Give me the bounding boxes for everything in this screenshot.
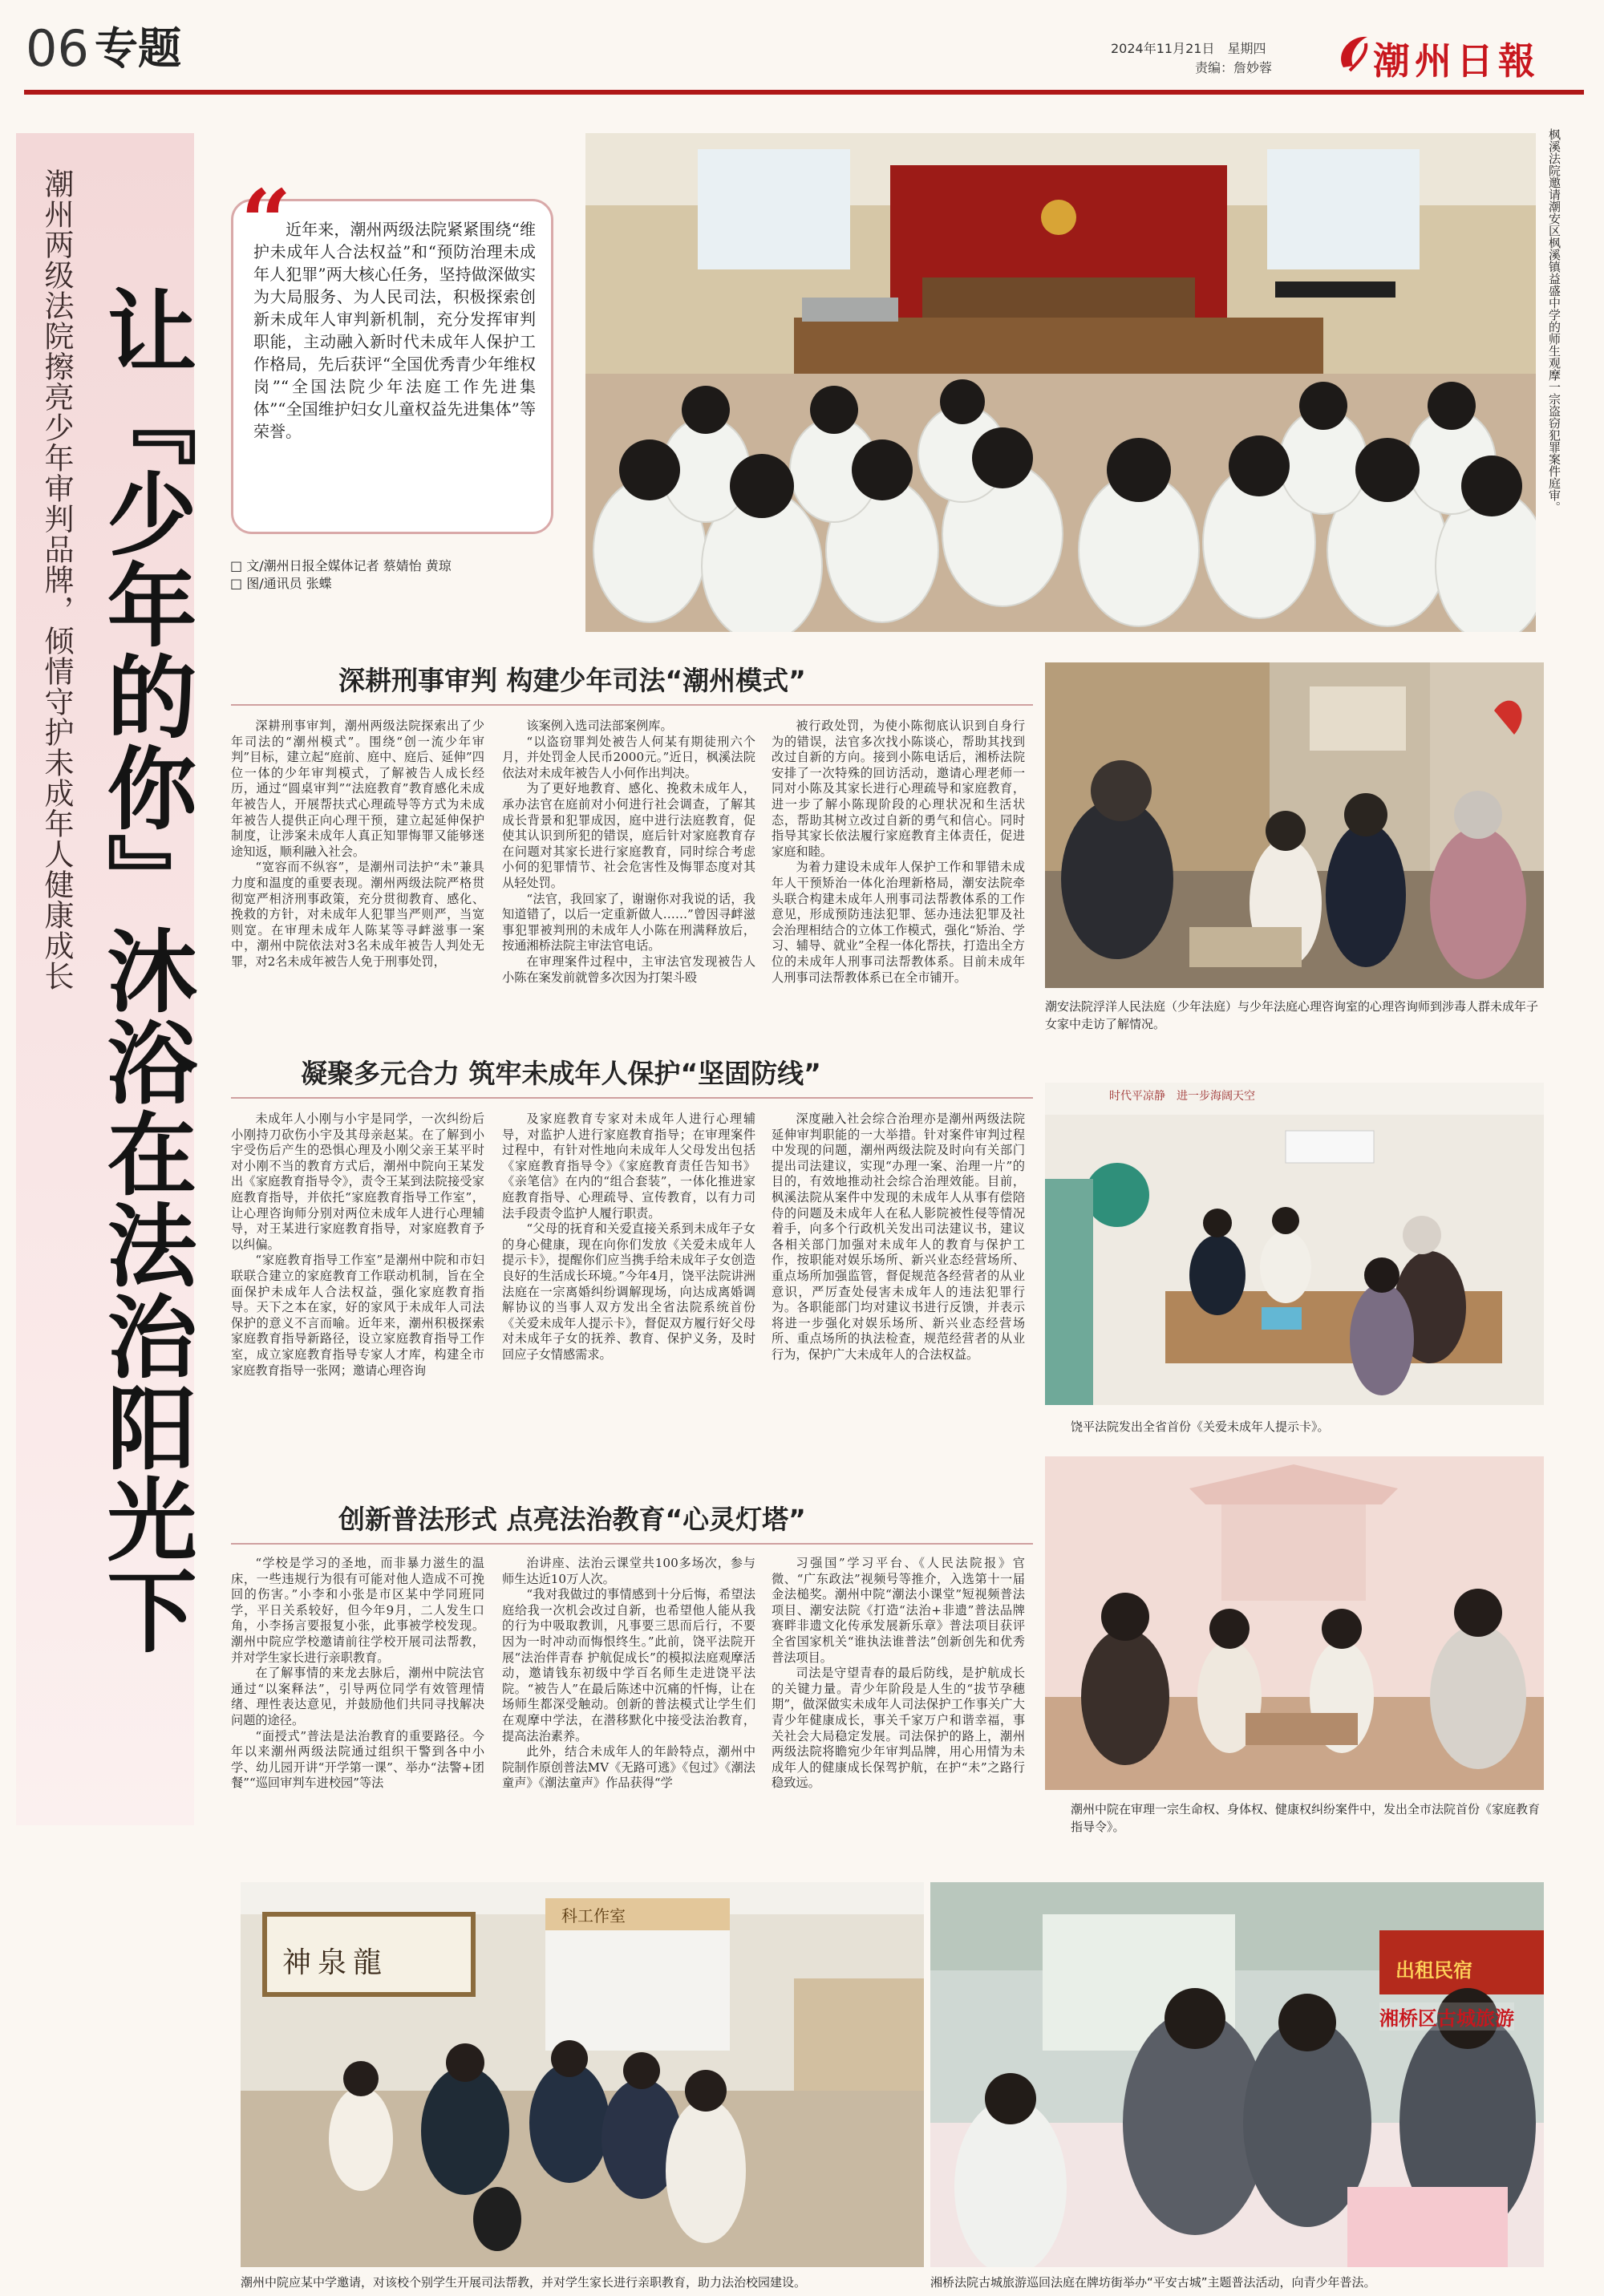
masthead: 潮州日報 bbox=[1373, 39, 1540, 83]
article-column bbox=[772, 719, 1025, 1051]
intro-text: 近年来，潮州两级法院紧紧围绕“维护未成年人合法权益”和“预防治理未成年人犯罪”两大核心任务，坚持做深做实为大局服务、为人民司法，积极探索创新未成年人审判新机制，充分发挥审判职能，主动融入新时代未成年人保护工作格局，先后获评“全国优秀青少年维权岗”“全国法院少年法庭工作先进集体”“全国维护妇女儿童权益先进集体”等荣誉。 bbox=[253, 220, 536, 441]
section-rule bbox=[231, 1097, 1033, 1099]
article-column bbox=[772, 1556, 1025, 1867]
paragraph: “法官，我回家了，谢谢你对我说的话，我知道错了，以后一定重新做人……”曾因寻衅滋事犯罪被判刑的未成年人小陈在刑满释放后，按通湘桥法院主审法官电话。 bbox=[502, 891, 755, 954]
photo-calligraphy: 神泉龍 bbox=[282, 1946, 389, 1979]
photo-family-talk bbox=[1045, 1456, 1544, 1790]
banner-title: 让『少年的你』沐浴在法治阳光下 bbox=[92, 285, 197, 1656]
paragraph: 治讲座、法治云课堂共100多场次，参与师生达近10万人次。 bbox=[502, 1556, 755, 1586]
photo-street-event bbox=[930, 1882, 1544, 2267]
photo-school-visit bbox=[241, 1882, 924, 2267]
paragraph: “以盗窃罪判处被告人何某有期徒刑六个月，并处罚金人民币2000元。”近日，枫溪法院依法对未成年被告人小何作出判决。 bbox=[502, 734, 755, 780]
paragraph: 未成年人小刚与小宇是同学，一次纠纷后小刚持刀砍伤小宇及其母亲赵某。在了解到小宇受伤后产生的恐惧心理及小刚父亲王某平时对小刚不当的教育方式后，潮州中院向王某发出《家庭教育指导令》，责令王某到法院接受家庭教育指导，并依托“家庭教育指导工作室”，让心理咨询师分别对两位未成年人进行心理辅导，对王某进行家庭教育指导，对家庭教育予以纠偏。 bbox=[231, 1112, 484, 1252]
photo-sign-banner: 湘桥区古城旅游 bbox=[1379, 2002, 1514, 2031]
photo-office-meeting bbox=[1045, 1083, 1544, 1405]
paragraph: “学校是学习的圣地，而非暴力滋生的温床，一些违规行为很有可能对他人造成不可挽回的伤害。”小李和小张是市区某中学同班同学，平日关系较好，但今年9月，二人发生口角，小李扬言要报复小张，此事被学校发现。潮州中院应学校邀请前往学校开展司法帮教，并对学生家长进行亲职教育。 bbox=[231, 1556, 484, 1665]
paragraph: 在审理案件过程中，主审法官发现被告人小陈在案发前就曾多次因为打架斗殴 bbox=[502, 954, 755, 985]
photo-sign-slogan: 时代平凉静 进一步海阔天空 bbox=[1109, 1090, 1255, 1103]
paragraph: 深耕刑事审判，潮州两级法院探索出了少年司法的“潮州模式”。围绕“创一流少年审判”目标，建立起“庭前、庭中、庭后、延伸”四位一体的少年审判模式，了解被告人成长经历，通过“圆桌审判”“法庭教育”教育感化未成年被告人，开展帮扶式心理疏导等方式为未成年被告人提供正向心理干预，建立起延伸保护制度，让涉案未成年人真正知罪悔罪又能够迷途知返，顺利融入社会。 bbox=[231, 719, 484, 859]
paragraph: 及家庭教育专家对未成年人进行心理辅导，对监护人进行家庭教育指导；在审理案件过程中，有针对性地向未成年人父母发出包括《家庭教育指导令》《家庭教育责任告知书》《亲笔信》在内的“组合套装”，一体化推进家庭教育指导、心理疏导、宣传教育，以有力司法手段责令监护人履行职责。 bbox=[502, 1112, 755, 1221]
byline-text: □ 文/潮州日报全媒体记者 蔡婧怡 黄琼 bbox=[230, 558, 452, 573]
paragraph: “宽容而不纵容”，是潮州司法护“未”兼具力度和温度的重要表现。潮州两级法院严格贯彻宽严相济刑事政策，充分贯彻教育、感化、挽救的方针，对未成年人犯罪当严则严，当宽则宽。在审理未成年人陈某等寻衅滋事一案中，潮州中院依法对3名未成年被告人判处无罪，对2名未成年被告人免于刑事处罚， bbox=[231, 860, 484, 969]
section-rule bbox=[231, 1543, 1033, 1545]
caption-family-talk: 潮州中院在审理一宗生命权、身体权、健康权纠纷案件中，发出全市法院首份《家庭教育指导令》。 bbox=[1071, 1802, 1541, 1834]
paragraph: 习强国”学习平台、《人民法院报》官微、“广东政法”视频号等推介，入选第十一届金法槌奖。潮州中院“潮法小课堂”短视频普法项目、潮安法院《打造“法治+非遗”普法品牌 赛畔非遗文化传承发展新乐章》普法项目获评全省国家机关“谁执法谁普法”创新创先和优秀普法项目。 bbox=[772, 1556, 1025, 1665]
caption-courtroom: 枫溪法院邀请潮安区枫溪镇益盛中学的师生观摩一宗盗窃犯罪案件庭审。 bbox=[1547, 128, 1561, 513]
article-column bbox=[502, 719, 755, 1051]
paragraph: “我对我做过的事情感到十分后悔，希望法庭给我一次机会改过自新，也希望他人能从我的行为中吸取教训，凡事要三思而后行，不要因为一时冲动而悔恨终生。”此前，饶平法院开展“法治伴青春 护航促成长”的模拟法庭观摩活动，邀请钱东初级中学百名师生走进饶平法院。“被告人”在最后陈述中沉痛的忏悔，让在场师生都深受触动。创新的普法模式让学生们在观摩中学法，在潜移默化中接受法治教育，提高法治素养。 bbox=[502, 1587, 755, 1743]
photo-sign-board: 科工作室 bbox=[561, 1906, 626, 1925]
banner-subtitle: 潮州两级法院擦亮少年审判品牌，倾情守护未成年人健康成长 bbox=[39, 168, 74, 991]
article-column bbox=[502, 1112, 755, 1484]
section-name: 专题 bbox=[95, 23, 181, 74]
paragraph: “家庭教育指导工作室”是潮州中院和市妇联联合建立的家庭教育工作联动机制，旨在全面保护未成年人合法权益，强化家庭教育指导。天下之本在家，好的家风于未成年人司法保护的意义不言而喻。近年来，潮州积极探索家庭教育指导新路径，设立家庭教育指导工作室，成立家庭教育指导专家人才库，构建全市家庭教育指导一张网；邀请心理咨询 bbox=[231, 1253, 484, 1378]
paragraph: 被行政处罚，为使小陈彻底认识到自身行为的错误，法官多次找小陈谈心，帮助其找到改过自新的方向。接到小陈电话后，湘桥法院安排了一次特殊的回访活动，邀请心理老师一同对小陈及其家长进行心理疏导和家庭教育，进一步了解小陈现阶段的心理状况和生活状态，帮助其树立改过自新的勇气和信心。同时指导其家长依法履行家庭教育主体责任，促进家庭和睦。 bbox=[772, 719, 1025, 859]
caption-home-visit: 潮安法院浮洋人民法庭（少年法庭）与少年法庭心理咨询室的心理咨询师到涉毒人群未成年子女家中走访了解情况。 bbox=[1045, 999, 1539, 1031]
section-heading-2: 凝聚多元合力 筑牢未成年人保护“坚固防线” bbox=[301, 1058, 821, 1089]
article-column bbox=[772, 1112, 1025, 1484]
paragraph: 为着力建设未成年人保护工作和罪错未成年人干预矫治一体化治理新格局，潮安法院牵头联合构建未成年人刑事司法帮教体系的工作意见，形成预防违法犯罪、惩办违法犯罪及社会治理相结合的立体工作模式，强化“矫治、学习、辅导、就业”全程一体化帮扶，打造出全方位的未成年人刑事司法帮教体系。目前未成年人刑事司法帮教体系已在全市铺开。 bbox=[772, 860, 1025, 985]
article-column bbox=[231, 719, 484, 1051]
paragraph: 为了更好地教育、感化、挽救未成年人，承办法官在庭前对小何进行社会调查，了解其成长背景和犯罪成因，庭中进行法庭教育，促使其认识到所犯的错误，庭后针对家庭教育存在问题对其家长进行家庭教育，同时综合考虑小何的犯罪情节、社会危害性及悔罪态度对其从轻处罚。 bbox=[502, 781, 755, 890]
caption-street-event: 湘桥法院古城旅游巡回法庭在牌坊街举办“平安古城”主题普法活动，向青少年普法。 bbox=[930, 2275, 1376, 2290]
paragraph: 此外，结合未成年人的年龄特点，潮州中院制作原创普法MV《无路可逃》《包过》《潮法童声》《潮法童声》作品获得“学 bbox=[502, 1744, 755, 1791]
photo-sign-poster: 出租民宿 bbox=[1395, 1959, 1472, 1982]
editor-credit: 责编：詹妙蓉 bbox=[1195, 60, 1273, 75]
paragraph: “父母的抚育和关爱直接关系到未成年子女的身心健康，现在向你们发放《关爱未成年人提示卡》，提醒你们应当携手给未成年子女创造良好的生活成长环境。”今年4月，饶平法院讲洲法庭在一宗离婚纠纷调解现场，向达成离婚调解协议的当事人双方发出全省法院系统首份《关爱未成年人提示卡》，督促双方履行好父母对未成年子女的抚养、教育、保护义务，及时回应子女情感需求。 bbox=[502, 1221, 755, 1362]
issue-date: 2024年11月21日 星期四 bbox=[1111, 41, 1266, 56]
header-rule bbox=[24, 90, 1584, 95]
photo-home-visit bbox=[1045, 662, 1544, 988]
caption-school-visit: 潮州中院应某中学邀请，对该校个别学生开展司法帮教，并对学生家长进行亲职教育，助力法治校园建设。 bbox=[241, 2275, 807, 2290]
caption-office-meeting: 饶平法院发出全省首份《关爱未成年人提示卡》。 bbox=[1071, 1419, 1330, 1434]
paragraph: 深度融入社会综合治理亦是潮州两级法院延伸审判职能的一大举措。针对案件审判过程中发现的问题，潮州两级法院及时向有关部门提出司法建议，实现“办理一案、治理一片”的目的，有效地推动社会综合治理效能。目前，枫溪法院从案件中发现的未成年人从事有偿陪侍的问题及未成年人在私人影院被性侵等情况着手，向多个行政机关发出司法建议书，建议各相关部门加强对未成年人的教育与保护工作，按职能对娱乐场所、新兴业态经营场所、重点场所加强监管，督促规范各经营者的从业意识，严厉查处侵害未成年人的违法犯罪行为。各职能部门均对建议书进行反馈，并表示将进一步强化对娱乐场所、新兴业态经营场所、重点场所的执法检查，规范经营者的从业行为，保护广大未成年人的合法权益。 bbox=[772, 1112, 1025, 1362]
article-column bbox=[231, 1556, 484, 1867]
paragraph: “面授式”普法是法治教育的重要路径。今年以来潮州两级法院通过组织干警到各中小学、幼儿园开讲“开学第一课”、举办“法警+团餐”“巡回审判车进校园”等法 bbox=[231, 1728, 484, 1791]
page-number: 06 bbox=[26, 19, 89, 78]
section-heading-1: 深耕刑事审判 构建少年司法“潮州模式” bbox=[338, 665, 806, 696]
paragraph: 在了解事情的来龙去脉后，潮州中院法官通过“以案释法”，引导两位同学有效管理情绪、理性表达意见，并鼓励他们共同寻找解决问题的途径。 bbox=[231, 1666, 484, 1727]
byline bbox=[230, 557, 452, 593]
byline-photo: □ 图/通讯员 张蝶 bbox=[230, 576, 332, 591]
paragraph: 该案例入选司法部案例库。 bbox=[526, 719, 673, 733]
article-column bbox=[502, 1556, 755, 1867]
section-heading-3: 创新普法形式 点亮法治教育“心灵灯塔” bbox=[338, 1504, 806, 1535]
paragraph: 司法是守望青春的最后防线，是护航成长的关键力量。青少年阶段是人生的“拔节孕穗期”，做深做实未成年人司法保护工作事关广大青少年健康成长，事关千家万户和谐幸福，事关社会大局稳定发展。司法保护的路上，潮州两级法院将瞻宛少年审判品牌，用心用情为未成年人的健康成长保驾护航，在护“未”之路行稳致远。 bbox=[772, 1666, 1025, 1791]
quote-mark-icon: “ bbox=[241, 170, 292, 273]
article-column bbox=[231, 1112, 484, 1484]
section-rule bbox=[231, 704, 1033, 706]
photo-courtroom bbox=[585, 133, 1536, 632]
